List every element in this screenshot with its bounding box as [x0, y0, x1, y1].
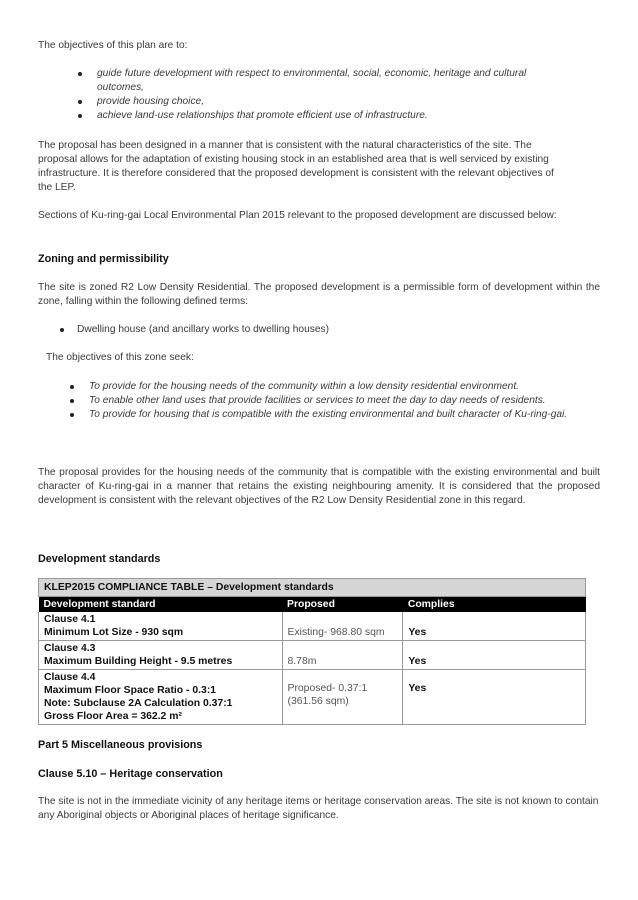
- table-row: [39, 612, 586, 641]
- bullet-icon: [70, 413, 74, 417]
- compliance-table: [38, 578, 586, 725]
- standard-cell: [39, 641, 283, 670]
- table-row: [39, 641, 586, 670]
- table-row: [39, 670, 586, 725]
- list-item: To provide for the housing needs of the community within a low density residential environment.: [89, 380, 600, 394]
- proposal-paragraph: The proposal has been designed in a manner that is consistent with the natural characteristics of the site. The proposal allows for the adaptation of existing housing stock in an established area that is well serviced by existing infrastructure. It is therefore considered that the proposed development is consistent with the relevant objectives of the LEP.: [38, 140, 554, 193]
- clause-label: Clause 4.1: [44, 614, 96, 625]
- standard-text: Maximum Building Height - 9.5 metres: [44, 656, 233, 667]
- header-development-standard: Development standard: [39, 597, 283, 613]
- objectives-intro: The objectives of this plan are to:: [38, 40, 188, 51]
- development-standards-heading: Development standards: [38, 553, 161, 565]
- list-item: guide future development with respect to environmental, social, economic, heritage and cultural outcomes,: [97, 67, 572, 95]
- complies-cell: Yes: [403, 612, 586, 641]
- zone-objectives-intro: The objectives of this zone seek:: [46, 352, 194, 363]
- bullet-icon: [78, 72, 82, 76]
- list-item: To provide for housing that is compatible with the existing environmental and built character of Ku-ring-gai.: [89, 408, 600, 422]
- standard-text: Note: Subclause 2A Calculation 0.37:1: [44, 698, 233, 709]
- standard-text: Maximum Floor Space Ratio - 0.3:1: [44, 685, 217, 696]
- part5-heading: Part 5 Miscellaneous provisions: [38, 739, 203, 751]
- plan-objectives-list: [97, 67, 572, 123]
- proposed-cell: 8.78m: [282, 641, 403, 670]
- proposed-cell: Existing- 968.80 sqm: [282, 612, 403, 641]
- list-item: provide housing choice,: [97, 95, 572, 109]
- clause-label: Clause 4.3: [44, 643, 96, 654]
- table-title: KLEP2015 COMPLIANCE TABLE – Development standards: [39, 579, 586, 597]
- table-header-row: [39, 597, 586, 613]
- defined-terms-list: [77, 323, 597, 337]
- list-item: Dwelling house (and ancillary works to dwelling houses): [77, 323, 597, 337]
- header-complies: Complies: [403, 597, 586, 613]
- bullet-icon: [78, 114, 82, 118]
- header-proposed: Proposed: [282, 597, 403, 613]
- proposed-cell: Proposed- 0.37:1 (361.56 sqm): [282, 670, 403, 725]
- list-item: To enable other land uses that provide facilities or services to meet the day to day needs of residents.: [89, 394, 600, 408]
- zoning-conclusion: The proposal provides for the housing needs of the community that is compatible with the existing environmental and built character of Ku-ring-gai in a manner that retains the existing neighbouring amenity. It is considered that the proposed development is consistent with the relevant objectives of the R2 Low Density Residential zone in this regard.: [38, 467, 600, 506]
- heritage-paragraph: The site is not in the immediate vicinity of any heritage items or heritage conservation areas. The site is not known to contain any Aboriginal objects or Aboriginal places of heritage significance.: [38, 796, 599, 821]
- bullet-icon: [70, 399, 74, 403]
- standard-cell: [39, 612, 283, 641]
- list-item: achieve land-use relationships that promote efficient use of infrastructure.: [97, 109, 572, 123]
- zoning-heading: Zoning and permissibility: [38, 253, 169, 265]
- complies-cell: Yes: [403, 641, 586, 670]
- bullet-icon: [70, 385, 74, 389]
- sections-paragraph: Sections of Ku-ring-gai Local Environmental Plan 2015 relevant to the proposed development are discussed below:: [38, 210, 557, 221]
- complies-cell: Yes: [403, 670, 586, 725]
- standard-cell: [39, 670, 283, 725]
- table-title-row: [39, 579, 586, 597]
- zone-objectives-list: [89, 380, 600, 422]
- standard-text: Minimum Lot Size - 930 sqm: [44, 627, 184, 638]
- bullet-icon: [60, 328, 64, 332]
- zoning-paragraph: The site is zoned R2 Low Density Residential. The proposed development is a permissible form of development within the zone, falling within the following defined terms:: [38, 282, 600, 307]
- clause-label: Clause 4.4: [44, 672, 96, 683]
- standard-text: Gross Floor Area = 362.2 m²: [44, 711, 182, 722]
- heritage-heading: Clause 5.10 – Heritage conservation: [38, 768, 223, 780]
- bullet-icon: [78, 100, 82, 104]
